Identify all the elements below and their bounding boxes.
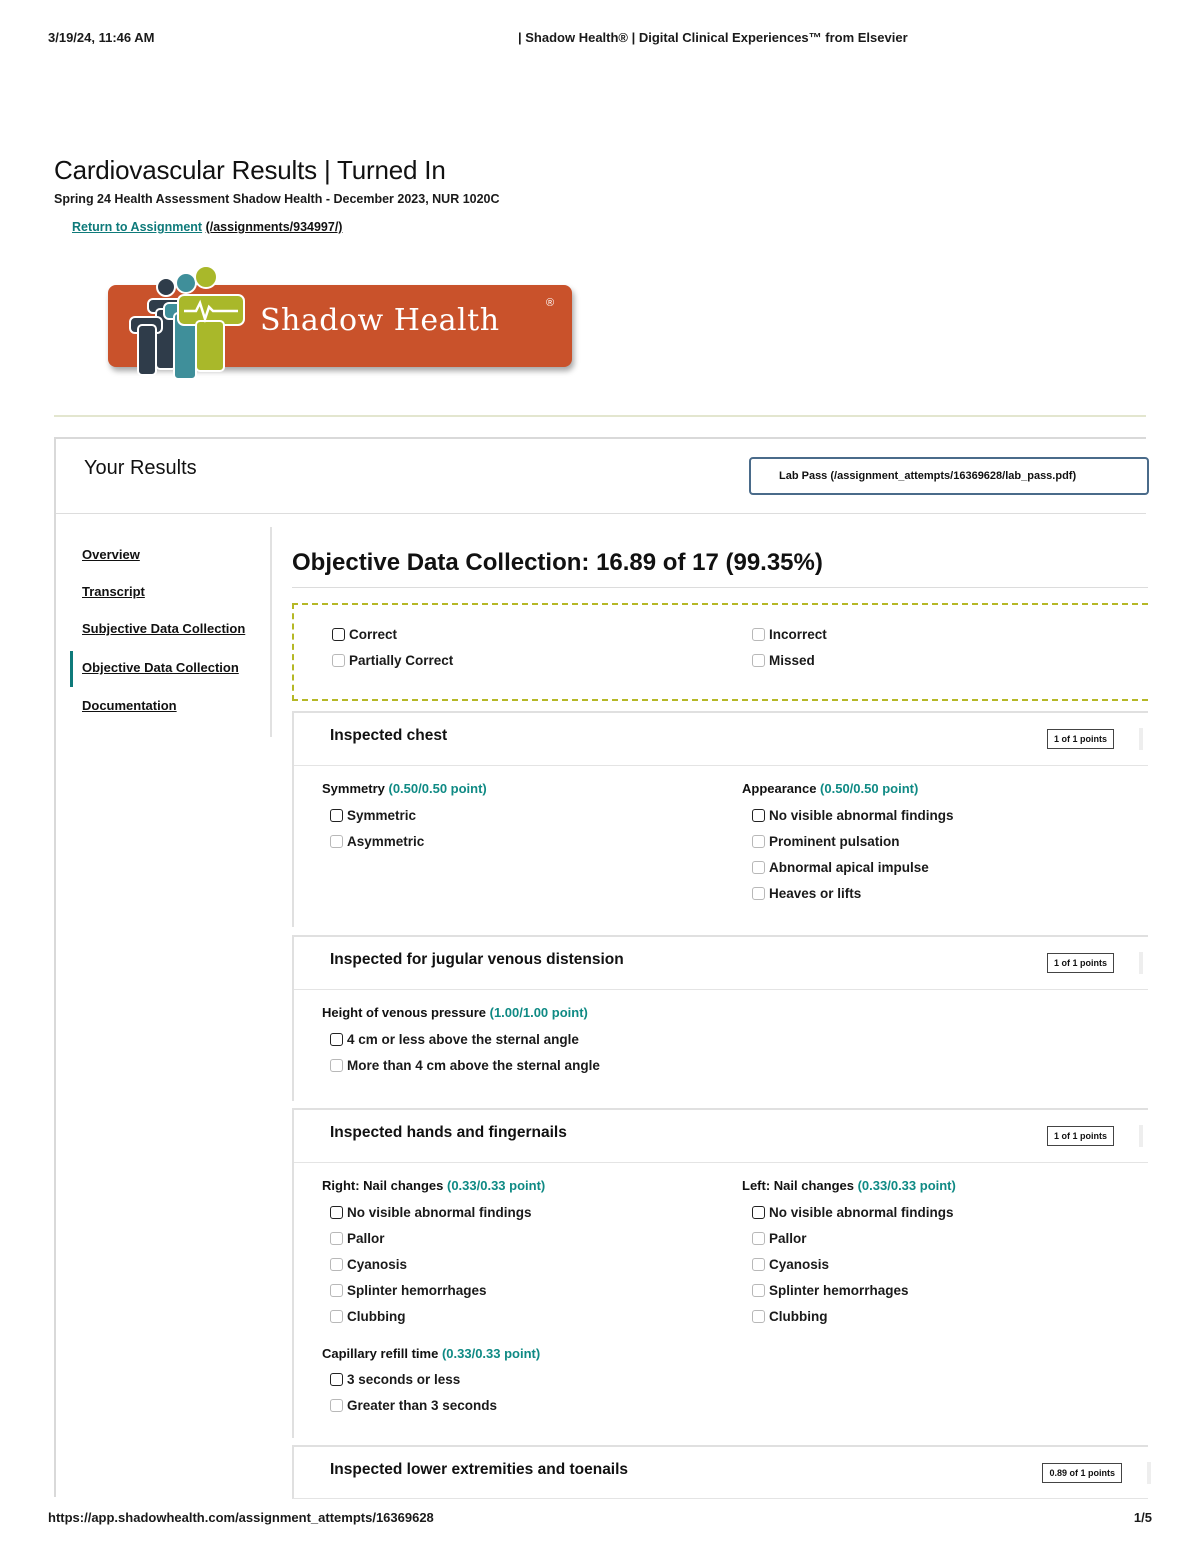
shadow-health-logo xyxy=(108,265,574,390)
question-score: (0.33/0.33 point) xyxy=(857,1178,956,1193)
answer-option xyxy=(752,860,929,875)
return-to-assignment-link[interactable] xyxy=(72,220,342,234)
correct-checkbox-icon xyxy=(752,809,765,822)
return-link-path[interactable]: (/assignments/934997/) xyxy=(205,220,343,234)
card-inspected-hands-and-fingernails xyxy=(292,1108,1148,1438)
option-label: Cyanosis xyxy=(347,1257,408,1272)
legend-correct-label: Correct xyxy=(349,627,398,642)
print-page-number: 1/5 xyxy=(1133,1510,1152,1525)
answer-option xyxy=(752,1231,807,1246)
page-subtitle: Spring 24 Health Assessment Shadow Health - December 2023, NUR 1020C xyxy=(54,192,500,206)
unselected-checkbox-icon xyxy=(330,835,343,848)
unselected-checkbox-icon xyxy=(330,1059,343,1072)
option-label: No visible abnormal findings xyxy=(769,808,954,823)
answer-option xyxy=(330,1257,407,1272)
card-title: Inspected hands and fingernails xyxy=(330,1124,567,1141)
answer-option xyxy=(752,834,900,849)
answer-option xyxy=(752,1309,827,1324)
question-right-nail-changes xyxy=(322,1178,545,1193)
results-panel xyxy=(54,437,1146,1497)
card-title: Inspected chest xyxy=(330,727,448,744)
answer-option xyxy=(330,1372,460,1387)
answer-option xyxy=(330,1231,385,1246)
nav-item-objective-data-collection[interactable]: Objective Data Collection xyxy=(82,660,239,675)
card-divider xyxy=(294,1162,1148,1163)
correct-checkbox-icon xyxy=(330,1373,343,1386)
answer-option xyxy=(330,1398,497,1413)
option-label: Asymmetric xyxy=(347,834,425,849)
nav-item-transcript[interactable]: Transcript xyxy=(82,584,145,599)
unselected-checkbox-icon xyxy=(330,1284,343,1297)
correct-checkbox-icon xyxy=(330,1206,343,1219)
answer-option xyxy=(752,1283,909,1298)
option-label: Symmetric xyxy=(347,808,417,823)
option-label: No visible abnormal findings xyxy=(347,1205,532,1220)
answer-option xyxy=(752,1257,829,1272)
page-title: Cardiovascular Results | Turned In xyxy=(54,155,446,185)
print-url: https://app.shadowhealth.com/assignment_attempts/16369628 xyxy=(48,1510,434,1525)
answer-option xyxy=(752,886,861,901)
option-label: Prominent pulsation xyxy=(769,834,900,849)
question-score: (0.33/0.33 point) xyxy=(446,1178,546,1193)
question-label: Left: Nail changes xyxy=(742,1178,854,1193)
question-height-of-venous-pressure xyxy=(322,1005,588,1020)
answer-option xyxy=(330,808,416,823)
option-label: Cyanosis xyxy=(769,1257,830,1272)
option-label: Splinter hemorrhages xyxy=(347,1283,487,1298)
option-label: Pallor xyxy=(347,1231,385,1246)
correct-checkbox-icon xyxy=(330,1033,343,1046)
unselected-checkbox-icon xyxy=(752,861,765,874)
question-appearance xyxy=(742,781,918,796)
answer-option xyxy=(752,808,954,823)
nav-item-documentation[interactable]: Documentation xyxy=(82,698,177,713)
unselected-checkbox-icon xyxy=(330,1399,343,1412)
answer-option xyxy=(330,1205,532,1220)
return-link-label[interactable]: Return to Assignment xyxy=(72,220,203,234)
answer-option xyxy=(330,1283,487,1298)
legend xyxy=(292,603,1148,701)
question-label: Symmetry xyxy=(322,781,385,796)
unselected-checkbox-icon xyxy=(752,835,765,848)
shadow-health-logo-icon xyxy=(108,265,258,390)
answer-option xyxy=(330,1032,579,1047)
legend-correct xyxy=(332,627,397,642)
print-header xyxy=(48,30,1152,48)
logo-reg-mark: ® xyxy=(546,297,555,309)
header-separator xyxy=(54,415,1146,417)
card-divider xyxy=(294,765,1148,766)
nav-item-subjective-data-collection[interactable]: Subjective Data Collection xyxy=(82,621,246,636)
card-divider xyxy=(294,989,1148,990)
points-badge: 1 of 1 points xyxy=(1047,1126,1114,1146)
option-label: 4 cm or less above the sternal angle xyxy=(347,1032,579,1047)
correct-checkbox-icon xyxy=(332,628,345,641)
card-title: Inspected for jugular venous distension xyxy=(330,951,624,968)
question-score: (1.00/1.00 point) xyxy=(489,1005,588,1020)
unselected-checkbox-icon xyxy=(330,1258,343,1271)
results-title: Your Results xyxy=(84,457,197,479)
legend-missed xyxy=(752,653,815,668)
unselected-checkbox-icon xyxy=(330,1310,343,1323)
answer-option xyxy=(752,1205,954,1220)
question-left-nail-changes xyxy=(742,1178,956,1193)
section-heading: Objective Data Collection: 16.89 of 17 (99.35%) xyxy=(292,549,823,576)
question-label: Right: Nail changes xyxy=(322,1178,444,1193)
legend-incorrect xyxy=(752,627,827,642)
results-sidenav xyxy=(70,527,272,737)
answer-option xyxy=(330,1058,600,1073)
partially-correct-checkbox-icon xyxy=(332,654,345,667)
points-badge: 1 of 1 points xyxy=(1047,729,1114,749)
incorrect-checkbox-icon xyxy=(752,628,765,641)
missed-checkbox-icon xyxy=(752,654,765,667)
option-label: No visible abnormal findings xyxy=(769,1205,954,1220)
card-inspected-chest xyxy=(292,711,1148,927)
card-inspected-lower-extremities-and-toenails xyxy=(292,1445,1148,1499)
correct-checkbox-icon xyxy=(330,809,343,822)
question-label: Height of venous pressure xyxy=(322,1005,486,1020)
question-capillary-refill-time xyxy=(322,1346,540,1361)
option-label: More than 4 cm above the sternal angle xyxy=(347,1058,600,1073)
legend-partially-correct-label: Partially Correct xyxy=(349,653,454,668)
option-label: Abnormal apical impulse xyxy=(769,860,929,875)
print-title: | Shadow Health® | Digital Clinical Experiences™ from Elsevier xyxy=(518,30,908,45)
option-label: Splinter hemorrhages xyxy=(769,1283,909,1298)
unselected-checkbox-icon xyxy=(752,887,765,900)
question-score: (0.50/0.50 point) xyxy=(388,781,487,796)
logo-text: Shadow Health xyxy=(260,303,500,338)
option-label: Pallor xyxy=(769,1231,807,1246)
nav-active-indicator xyxy=(70,651,73,687)
unselected-checkbox-icon xyxy=(752,1284,765,1297)
unselected-checkbox-icon xyxy=(752,1258,765,1271)
option-label: Clubbing xyxy=(347,1309,406,1324)
nav-item-overview[interactable]: Overview xyxy=(82,547,140,562)
heading-divider xyxy=(292,587,1148,588)
unselected-checkbox-icon xyxy=(330,1232,343,1245)
points-badge: 0.89 of 1 points xyxy=(1042,1463,1122,1483)
print-datetime: 3/19/24, 11:46 AM xyxy=(48,30,155,45)
question-score: (0.50/0.50 point) xyxy=(820,781,919,796)
answer-option xyxy=(330,834,424,849)
answer-option xyxy=(330,1309,405,1324)
lab-pass-button[interactable]: Lab Pass (/assignment_attempts/16369628/lab_pass.pdf) xyxy=(749,457,1149,495)
card-title: Inspected lower extremities and toenails xyxy=(330,1461,629,1478)
option-label: Greater than 3 seconds xyxy=(347,1398,498,1413)
points-badge: 1 of 1 points xyxy=(1047,953,1114,973)
panel-divider xyxy=(56,513,1146,514)
question-label: Appearance xyxy=(742,781,817,796)
option-label: Heaves or lifts xyxy=(769,886,862,901)
option-label: 3 seconds or less xyxy=(347,1372,461,1387)
legend-incorrect-label: Incorrect xyxy=(769,627,827,642)
unselected-checkbox-icon xyxy=(752,1310,765,1323)
question-score: (0.33/0.33 point) xyxy=(441,1346,541,1361)
option-label: Clubbing xyxy=(769,1309,828,1324)
legend-missed-label: Missed xyxy=(769,653,815,668)
card-inspected-jugular-venous-distension xyxy=(292,935,1148,1101)
legend-partially-correct xyxy=(332,653,453,668)
unselected-checkbox-icon xyxy=(752,1232,765,1245)
question-symmetry xyxy=(322,781,487,796)
correct-checkbox-icon xyxy=(752,1206,765,1219)
question-label: Capillary refill time xyxy=(322,1346,439,1361)
